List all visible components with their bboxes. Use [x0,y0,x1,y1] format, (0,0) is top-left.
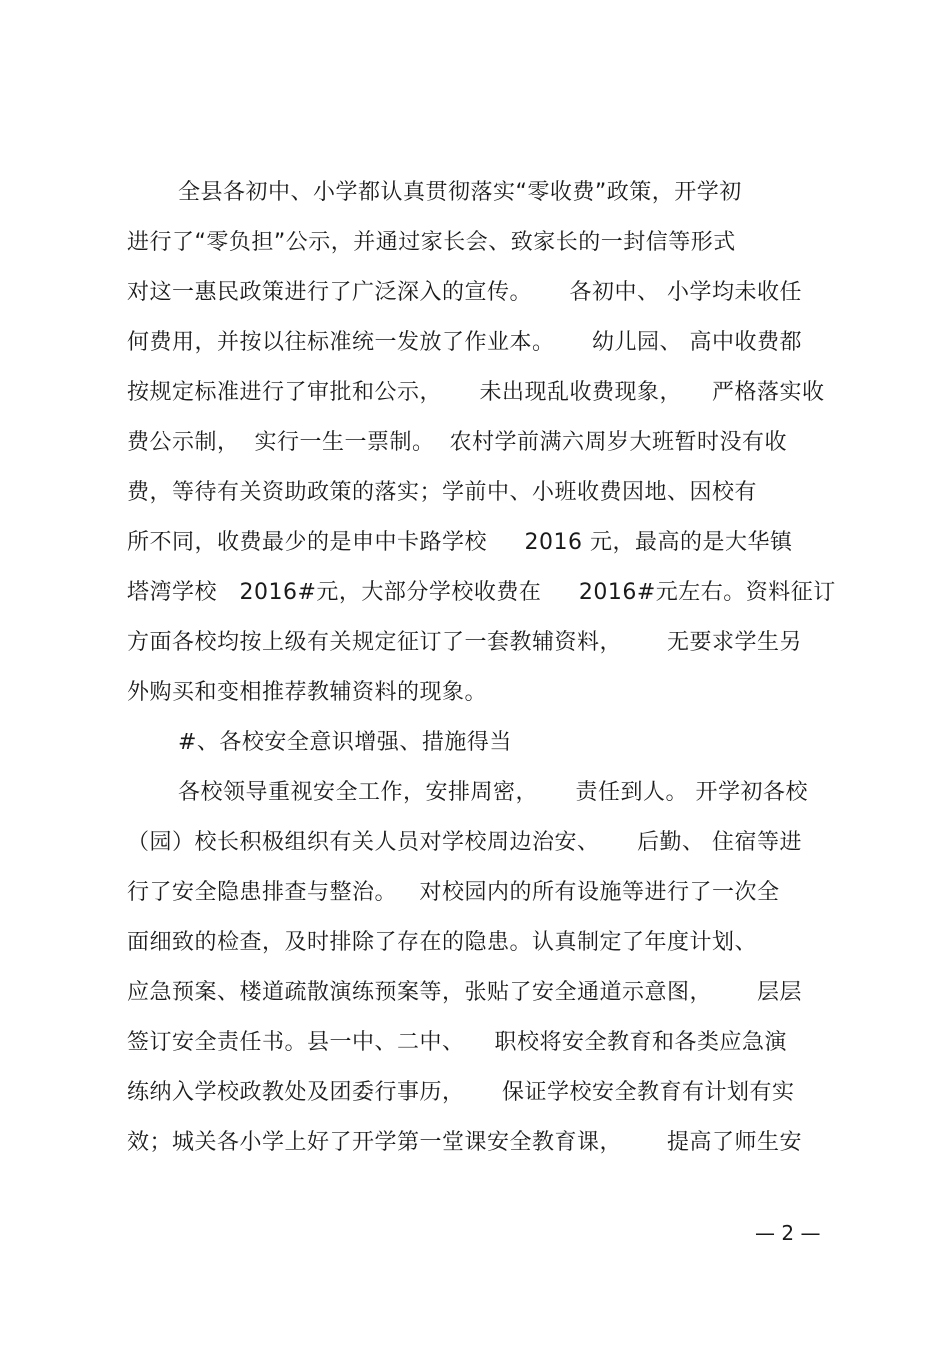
paragraph-line: 练纳入学校政教处及团委行事历， 保证学校安全教育有计划有实 [127,1080,795,1105]
paragraph-line: 所不同，收费最少的是申中卡路学校 2016 元，最高的是大华镇 [127,530,793,555]
paragraph-line: 按规定标准进行了审批和公示， 未出现乱收费现象， 严格落实收 [127,380,825,405]
paragraph-line: 费公示制， 实行一生一票制。 农村学前满六周岁大班暂时没有收 [127,430,787,455]
paragraph-line: 效；城关各小学上好了开学第一堂课安全教育课， 提高了师生安 [127,1130,802,1155]
paragraph-line: 全县各初中、小学都认真贯彻落实“零收费”政策，开学初 [178,180,742,205]
paragraph-line: 签订安全责任书。县一中、二中、 职校将安全教育和各类应急演 [127,1030,787,1055]
paragraph-line: 应急预案、楼道疏散演练预案等，张贴了安全通道示意图， 层层 [127,980,802,1005]
paragraph-line: 方面各校均按上级有关规定征订了一套教辅资料， 无要求学生另 [127,630,802,655]
paragraph-line: 何费用，并按以往标准统一发放了作业本。 幼儿园、 高中收费都 [127,330,802,355]
paragraph-line: 面细致的检查，及时排除了存在的隐患。认真制定了年度计划、 [127,930,758,955]
paragraph-line: 各校领导重视安全工作，安排周密， 责任到人。 开学初各校 [178,780,808,805]
page-number: — 2 — [755,1221,821,1245]
paragraph-line: 进行了“零负担”公示，并通过家长会、致家长的一封信等形式 [127,230,736,255]
section-heading: #、各校安全意识增强、措施得当 [178,730,512,755]
paragraph-line: 对这一惠民政策进行了广泛深入的宣传。 各初中、 小学均未收任 [127,280,802,305]
paragraph-line: 费，等待有关资助政策的落实；学前中、小班收费因地、因校有 [127,480,758,505]
paragraph-line: （园）校长积极组织有关人员对学校周边治安、 后勤、 住宿等进 [127,830,802,855]
paragraph-line: 外购买和变相推荐教辅资料的现象。 [127,680,488,705]
paragraph-line: 塔湾学校 2016#元，大部分学校收费在 2016#元左右。资料征订 [127,580,836,605]
paragraph-line: 行了安全隐患排查与整治。 对校园内的所有设施等进行了一次全 [127,880,780,905]
